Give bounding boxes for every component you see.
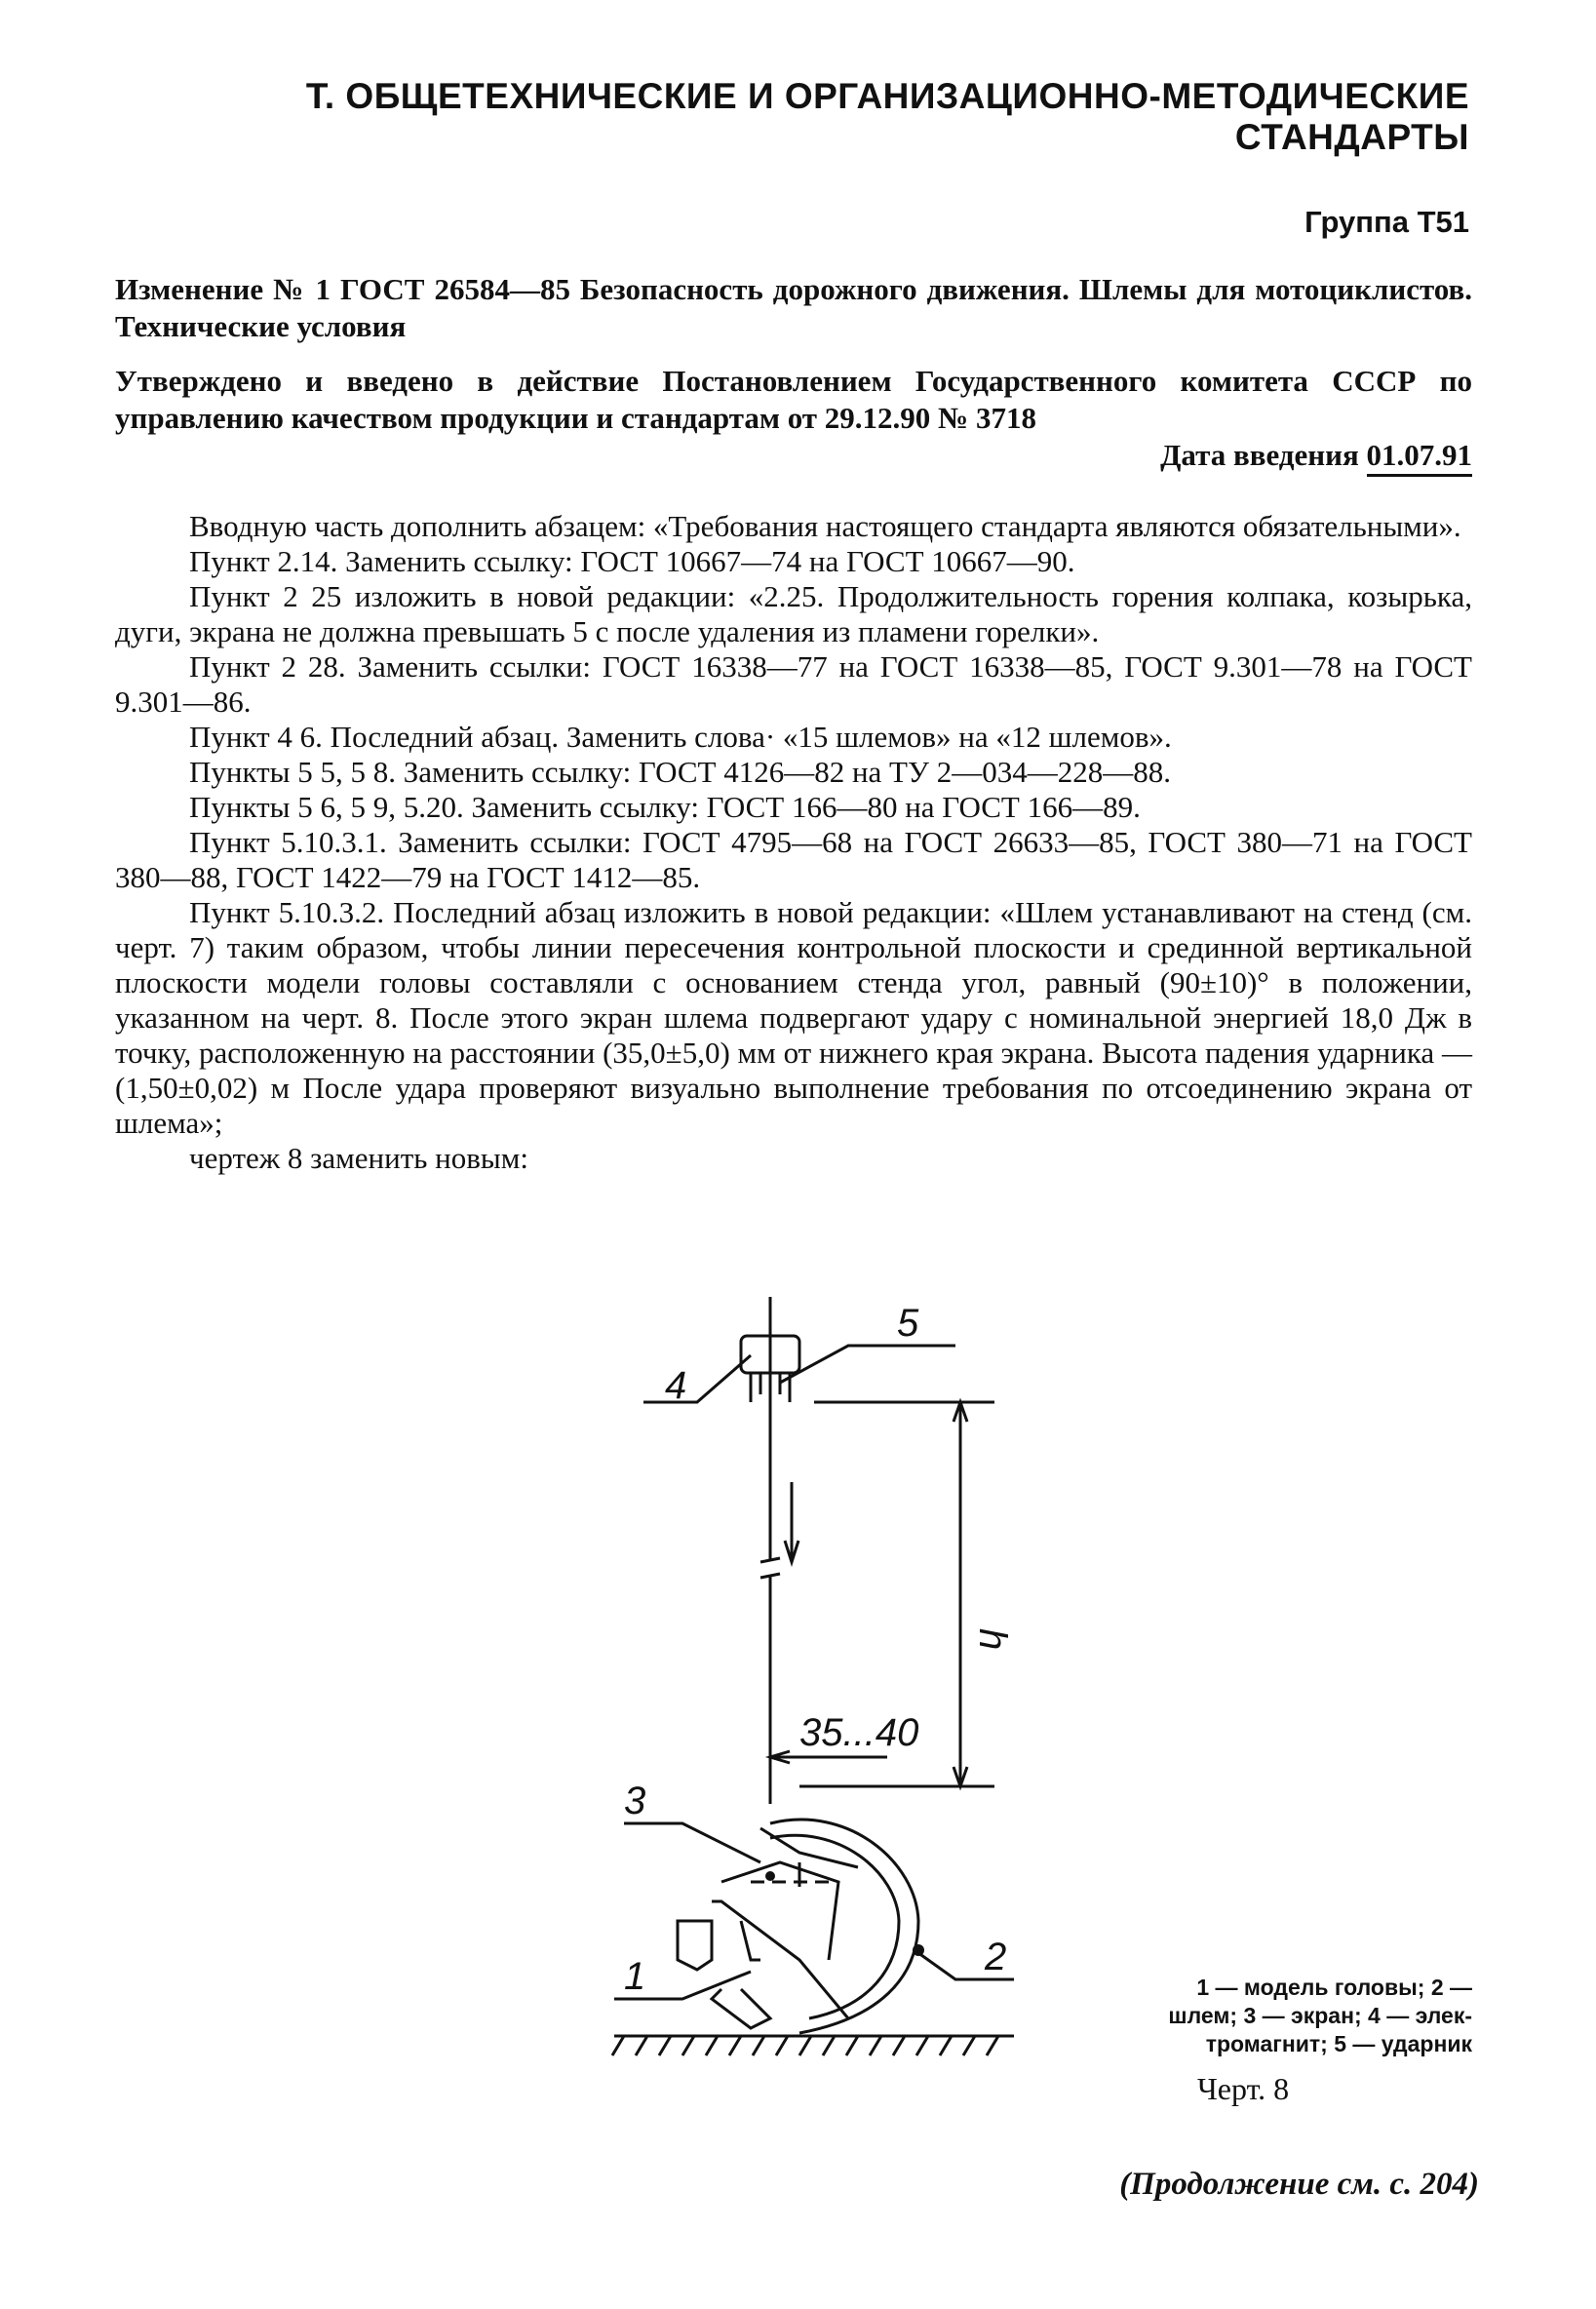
screen-hinge <box>678 1921 712 1970</box>
continuation-note: (Продолжение см. с. 204) <box>1119 2167 1479 2202</box>
paragraph: Вводную часть дополнить абзацем: «Требования настоящего стандарта являются обязательными». <box>189 509 1461 543</box>
leader-5 <box>780 1346 955 1383</box>
break-marks <box>760 1558 780 1578</box>
test-rig-drawing <box>604 1277 1053 2057</box>
paragraph: Пункты 5 6, 5 9, 5.20. Заменить ссылку: ГОСТ 166—80 на ГОСТ 166—89. <box>189 790 1141 824</box>
legend-line: 1 — модель головы; 2 — <box>1196 1975 1472 2000</box>
contact-point <box>913 1944 924 1956</box>
label-5: 5 <box>897 1302 919 1345</box>
label-h: h <box>971 1628 1014 1651</box>
figure-legend <box>1053 1974 1472 2058</box>
section-header-line-2: СТАНДАРТЫ <box>1234 117 1469 157</box>
label-offset: 35...40 <box>799 1711 919 1754</box>
screen-visor <box>712 1901 848 2018</box>
paragraph: Пункт 2 28. Заменить ссылки: ГОСТ 16338—77 на ГОСТ 16338—85, ГОСТ 9.301—78 на ГОСТ 9.301—86. <box>115 649 1472 719</box>
section-header-line-1: Т. ОБЩЕТЕХНИЧЕСКИЕ И ОРГАНИЗАЦИОННО-МЕТОДИЧЕСКИЕ <box>305 76 1469 116</box>
label-3: 3 <box>624 1780 646 1822</box>
figure-caption: Черт. 8 <box>1197 2071 1290 2106</box>
legend-line: тромагнит; 5 — ударник <box>1205 2031 1472 2056</box>
base-hatching <box>612 2036 998 2055</box>
legend-line: шлем; 3 — экран; 4 — элек- <box>1168 2003 1472 2028</box>
label-2: 2 <box>985 1936 1007 1978</box>
paragraph: Пункт 2 25 изложить в новой редакции: «2.25. Продолжительность горения колпака, козырька, дуги, экрана не должна превышать 5 с после удаления из пламени горелки». <box>115 579 1472 648</box>
amendment-title-text: Изменение № 1 ГОСТ 26584—85 Безопасность дорожного движения. Шлемы для мотоциклистов. Технические условия <box>115 272 1472 343</box>
section-header <box>306 76 1469 158</box>
paragraph: Пункт 2.14. Заменить ссылку: ГОСТ 10667—74 на ГОСТ 10667—90. <box>189 544 1075 578</box>
group-code: Группа Т51 <box>1304 205 1469 239</box>
leader-3 <box>624 1823 760 1862</box>
label-4: 4 <box>665 1364 687 1407</box>
introduction-date-label: Дата введения <box>1160 438 1359 472</box>
introduction-date-value: 01.07.91 <box>1367 438 1473 477</box>
approval-text: Утверждено и введено в действие Постановлением Государственного комитета СССР по управлению качеством продукции и стандартам от 29.12.90 № 3718 <box>115 364 1472 435</box>
helmet-shell <box>770 1820 918 2033</box>
paragraph: Пункт 5.10.3.1. Заменить ссылки: ГОСТ 4795—68 на ГОСТ 26633—85, ГОСТ 380—71 на ГОСТ 380—88, ГОСТ 1422—79 на ГОСТ 1412—85. <box>115 825 1472 894</box>
drawing-lines <box>612 1297 1014 2055</box>
head-model <box>712 1989 770 2028</box>
paragraph: Пункты 5 5, 5 8. Заменить ссылку: ГОСТ 4126—82 на ТУ 2—034—228—88. <box>189 755 1171 789</box>
paragraph: Пункт 5.10.3.2. Последний абзац изложить в новой редакции: «Шлем устанавливают на стенд (см. черт. 7) таким образом, чтобы линии пересечения контрольной плоскости и срединной вертикальной плоскости модели головы составляли с основанием стенда угол, равный (90±10)° в положении, указанном на черт. 8. После этого экран шлема подвергают удару с номинальной энергией 18,0 Дж в точку, расположенную на расстоянии (35,0±5,0) мм от нижнего края экрана. Высота падения ударника — (1,50±0,02) м После удара проверяют визуально выполнение требования по отсоединению экрана от шлема»; <box>115 895 1472 1140</box>
impact-point <box>765 1871 775 1881</box>
introduction-date <box>115 437 1472 474</box>
approval-block <box>115 363 1472 474</box>
leader-4 <box>643 1355 751 1402</box>
striker-pins <box>751 1373 790 1402</box>
paragraph: Пункт 4 6. Последний абзац. Заменить слова· «15 шлемов» на «12 шлемов». <box>189 720 1172 754</box>
amendment-body <box>115 509 1472 1176</box>
amendment-title <box>115 271 1472 345</box>
label-1: 1 <box>624 1955 646 1998</box>
paragraph: чертеж 8 заменить новым: <box>189 1141 528 1175</box>
